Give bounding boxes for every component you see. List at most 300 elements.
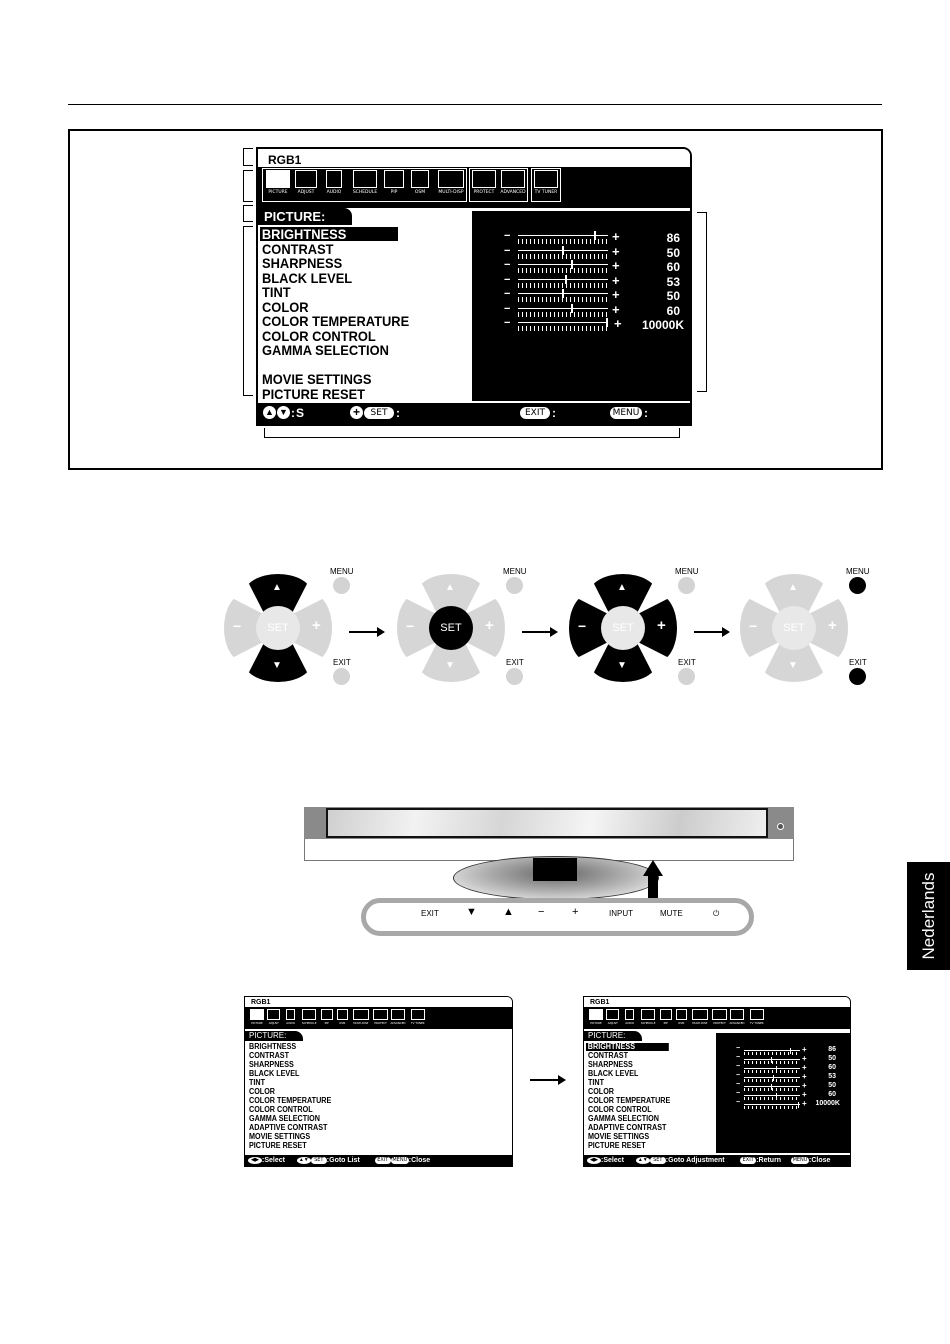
bottom-goto-text: :Goto List [326, 1157, 360, 1164]
multi-display-icon-label: MULTI-DISP [353, 1020, 369, 1025]
speaker-icon-label: AUDIO [286, 1020, 295, 1025]
slider-knob [562, 246, 564, 255]
osm-menu-item[interactable]: BLACK LEVEL [262, 269, 353, 286]
slider-knob [606, 318, 608, 327]
multi-display-icon [353, 1009, 369, 1025]
monitor-screen [326, 808, 768, 838]
monitor-control-label: EXIT [421, 909, 439, 918]
slider-track [518, 322, 608, 323]
plus-icon: + [485, 617, 494, 634]
osm-menu-item[interactable]: CONTRAST [262, 240, 334, 257]
flow-arrow [349, 631, 383, 633]
slider-knob [594, 231, 596, 240]
info-icon [337, 1009, 348, 1025]
slider-value: 10000K [641, 318, 684, 332]
picture-icon-label: PICTURE [590, 1020, 602, 1025]
slider-knob [776, 1093, 777, 1099]
menu-label: MENU [503, 567, 527, 576]
plus-sign: + [612, 301, 620, 317]
osm-menu-item[interactable]: COLOR CONTROL [262, 327, 376, 344]
slider-value: 50 [828, 1082, 836, 1089]
osm-heading: PICTURE: [258, 208, 352, 225]
osm-menu-item[interactable]: SHARPNESS [249, 1060, 294, 1069]
arrow-up-icon: ▲ [445, 582, 455, 593]
osm-source-label: RGB1 [245, 997, 512, 1007]
slider-value: 60 [828, 1064, 836, 1071]
slider-value: 60 [666, 260, 680, 274]
info-icon-label: OSM [414, 190, 426, 195]
bracket-bottom [264, 428, 680, 438]
bottom-goto-text: :Goto Adjustment [665, 1157, 725, 1164]
plus-sign: + [802, 1045, 807, 1054]
slider-ticks [744, 1088, 800, 1091]
exit-label: EXIT [678, 658, 696, 667]
info-icon-glyph [337, 1009, 348, 1020]
arrow-up-icon [643, 860, 663, 876]
slider-knob [790, 1048, 791, 1054]
osm-slider [504, 301, 684, 319]
osm-menu-item[interactable]: BLACK LEVEL [249, 1069, 300, 1078]
slider-value: 10000K [815, 1100, 840, 1107]
adjust-icon-glyph [267, 1009, 280, 1020]
exit-button[interactable] [849, 668, 866, 685]
arrow-down-icon: ▼ [617, 660, 627, 671]
speaker-icon-label: AUDIO [625, 1020, 634, 1025]
schedule-icon [302, 1009, 316, 1025]
select-arrows-icon: ◀▶ [248, 1157, 262, 1164]
tv-icon-label: TV TUNER [411, 1020, 425, 1025]
speaker-icon-glyph [286, 1009, 296, 1020]
minus-sign: − [736, 1063, 741, 1070]
speaker-icon-glyph [625, 1009, 635, 1020]
minus-sign: − [504, 273, 511, 286]
exit-label: EXIT [333, 658, 351, 667]
arrow-down-icon: ▼ [788, 660, 798, 671]
osm-icon-bar [245, 1007, 512, 1029]
osm-slider [736, 1099, 846, 1111]
set-key: SET [364, 407, 394, 419]
minus-sign: − [504, 317, 511, 329]
adjust-icon-label: ADJUST [607, 1020, 618, 1025]
osm-item-list [584, 1043, 714, 1153]
osm-item-list [258, 227, 470, 402]
pip-icon-label: PIP [663, 1020, 668, 1025]
bottom-select-text: S [296, 406, 305, 420]
menu-label: MENU [330, 567, 354, 576]
schedule-icon-glyph [302, 1009, 316, 1020]
arrow-up-icon: ▲ [272, 582, 282, 593]
bottom-select-text: :Select [601, 1157, 624, 1164]
osm-menu-item[interactable]: GAMMA SELECTION [588, 1114, 659, 1123]
minus-sign: − [736, 1081, 741, 1088]
menu-key: MENU [392, 1157, 408, 1163]
osm-menu-item[interactable]: PICTURE RESET [262, 385, 366, 402]
plus-sign: + [802, 1090, 807, 1099]
pro-icon [730, 1009, 744, 1025]
arrow-up-icon: ▲ [788, 582, 798, 593]
osm-source-label: RGB1 [258, 149, 690, 167]
remote-dpad [395, 572, 507, 684]
shield-icon-label: PROTECT [374, 1020, 387, 1025]
osm-menu-item[interactable]: CONTRAST [588, 1051, 629, 1060]
exit-label: EXIT [849, 658, 867, 667]
language-tab [907, 862, 950, 970]
menu-label: MENU [846, 567, 870, 576]
slider-value: 50 [666, 245, 680, 260]
plus-sign: + [612, 243, 620, 259]
plus-sign: + [612, 287, 620, 302]
exit-key: EXIT [740, 1157, 756, 1164]
slider-ticks [518, 283, 608, 288]
plus-sign: + [802, 1081, 807, 1090]
multi-display-icon-label: MULTI-DISP [692, 1020, 708, 1025]
select-arrows-icon: ◀▶ [587, 1157, 601, 1164]
osm-bottom-bar [584, 1155, 850, 1166]
multi-display-icon-label: MULTI-DISP [438, 190, 464, 195]
osm-menu-item[interactable]: MOVIE SETTINGS [588, 1132, 650, 1141]
remote-dpad [567, 572, 679, 684]
monitor-control-label: − [538, 906, 545, 918]
osm-slider [504, 243, 684, 261]
speaker-icon-label: AUDIO [326, 190, 342, 195]
plus-sign: + [612, 272, 620, 288]
plus-sign: + [614, 316, 622, 331]
slider-knob [771, 1084, 772, 1090]
bracket-adjust [697, 212, 707, 392]
osm-small-left [244, 996, 513, 1167]
osm-menu-item[interactable]: CONTRAST [249, 1051, 290, 1060]
schedule-icon-label: SCHEDULE [640, 1020, 656, 1025]
power-led-icon [777, 823, 784, 830]
list-arrows-icon: ▲▼ [636, 1157, 650, 1164]
adjust-icon [267, 1009, 280, 1025]
tv-icon-label: TV TUNER [750, 1020, 764, 1025]
slider-value: 53 [666, 274, 680, 289]
schedule-icon-label: SCHEDULE [301, 1020, 317, 1025]
shield-icon-label: PROTECT [473, 190, 495, 195]
top-rule [68, 104, 882, 105]
slider-knob [562, 289, 564, 298]
osm-menu-item[interactable]: MOVIE SETTINGS [262, 371, 372, 387]
slider-value: 50 [666, 289, 680, 303]
slider-value: 50 [828, 1055, 836, 1062]
osm-heading: PICTURE: [584, 1031, 642, 1041]
arrow-down-icon: ▼ [272, 660, 282, 671]
menu-button[interactable] [506, 577, 523, 594]
osm-menu-item[interactable]: PICTURE RESET [249, 1141, 307, 1150]
shield-icon [373, 1009, 387, 1025]
osm-slider [504, 258, 684, 275]
set-key: SET [650, 1157, 666, 1164]
monitor-control-label: + [572, 906, 579, 918]
minus-icon: − [749, 618, 758, 634]
osm-menu-item[interactable]: COLOR [588, 1087, 615, 1096]
adjust-icon [606, 1009, 619, 1025]
multi-display-icon [692, 1009, 708, 1025]
osm-menu-item[interactable]: ADAPTIVE CONTRAST [249, 1123, 328, 1132]
slider-value: 86 [666, 231, 680, 245]
multi-display-icon-glyph [692, 1009, 708, 1020]
slider-knob [565, 275, 567, 284]
menu-key: MENU [610, 407, 642, 419]
pip-icon-glyph [321, 1009, 333, 1020]
adjust-icon-label: ADJUST [297, 190, 315, 195]
monitor-control-label: ▲ [503, 906, 514, 918]
exit-button[interactable] [678, 668, 695, 685]
minus-sign: − [504, 259, 511, 271]
icon-group-frame [262, 168, 467, 202]
osm-menu-item[interactable]: MOVIE SETTINGS [249, 1132, 311, 1141]
info-icon-label: OSM [339, 1020, 346, 1025]
monitor-control-label: ⏻ [713, 909, 720, 918]
info-icon-glyph [676, 1009, 687, 1020]
osm-menu-item[interactable]: TINT [262, 284, 291, 300]
osm-menu-item[interactable]: COLOR [262, 298, 309, 315]
bottom-close-text: :Close [809, 1157, 831, 1164]
bracket-icons [243, 170, 253, 202]
plus-sign: + [802, 1054, 807, 1063]
slider-knob [798, 1102, 799, 1108]
pip-icon-label: PIP [324, 1020, 329, 1025]
osm-slider [504, 272, 684, 290]
tv-icon-glyph [750, 1009, 764, 1020]
slider-value: 60 [828, 1091, 836, 1098]
minus-icon: − [406, 618, 415, 634]
set-button[interactable]: SET [429, 606, 473, 650]
menu-key: MENU [792, 1157, 808, 1163]
speaker-icon [625, 1009, 635, 1025]
osm-slider [504, 316, 684, 333]
slider-ticks [744, 1061, 800, 1064]
slider-ticks [518, 268, 608, 273]
slider-track [744, 1095, 800, 1096]
minus-sign: − [736, 1090, 741, 1097]
plus-icon: + [828, 617, 837, 634]
minus-icon: − [233, 618, 242, 634]
shield-icon-label: PROTECT [713, 1020, 726, 1025]
osm-menu-item[interactable]: COLOR TEMPERATURE [588, 1096, 671, 1105]
bottom-return-text: :Return [756, 1157, 782, 1164]
slider-value: 53 [828, 1073, 836, 1080]
pro-icon-glyph [391, 1009, 405, 1020]
slider-ticks [744, 1052, 800, 1055]
monitor-neck [533, 858, 577, 881]
slider-track [518, 308, 608, 309]
slider-ticks [744, 1070, 800, 1073]
list-arrows-icon: ▲▼ [297, 1157, 311, 1164]
picture-icon-label: PICTURE [268, 190, 288, 195]
plus-sign: + [802, 1072, 807, 1081]
slider-track [744, 1068, 800, 1069]
osm-small-right [583, 996, 851, 1167]
bracket-items [243, 226, 253, 396]
down-icon: ▼ [277, 406, 290, 419]
slider-value: 86 [828, 1046, 836, 1053]
monitor-control-label: INPUT [609, 909, 633, 918]
slider-track [744, 1059, 800, 1060]
tv-icon-label: TV TUNER [534, 190, 558, 195]
icon-group-frame [531, 168, 561, 202]
picture-icon [250, 1009, 264, 1025]
monitor-control-strip [361, 898, 754, 936]
plus-icon: + [350, 406, 363, 419]
bracket-source [243, 148, 253, 166]
shield-icon-glyph [373, 1009, 387, 1020]
plus-sign: + [612, 258, 620, 273]
pro-icon-label: ADVANCED [729, 1020, 745, 1025]
slider-track [744, 1086, 800, 1087]
osm-menu-item[interactable]: BRIGHTNESS [249, 1042, 297, 1051]
picture-icon [589, 1009, 603, 1025]
adjust-icon-label: ADJUST [268, 1020, 279, 1025]
menu-button[interactable] [333, 577, 350, 594]
tv-icon-glyph [411, 1009, 425, 1020]
slider-track [518, 264, 608, 265]
plus-sign: + [612, 229, 620, 244]
exit-button[interactable] [506, 668, 523, 685]
pip-icon [660, 1009, 672, 1025]
arrow-up-icon: ▲ [617, 582, 627, 593]
osm-item-list [245, 1043, 375, 1153]
osm-bottom-bar: ▲ ▼ : S + SET : EXIT : MENU : [258, 403, 690, 424]
osm-menu-item[interactable]: COLOR CONTROL [249, 1105, 313, 1114]
pip-icon-label: PIP [390, 190, 398, 195]
osm-heading: PICTURE: [245, 1031, 303, 1041]
monitor-control-label: MUTE [660, 909, 683, 918]
menu-label: MENU [675, 567, 699, 576]
osm-source-label: RGB1 [584, 997, 850, 1007]
pro-icon-label: ADVANCED [390, 1020, 406, 1025]
minus-sign: − [504, 302, 511, 315]
slider-track [744, 1050, 800, 1051]
minus-sign: − [736, 1054, 741, 1061]
osm-menu-item[interactable]: TINT [249, 1078, 266, 1087]
speaker-icon [286, 1009, 296, 1025]
remote-dpad [738, 572, 850, 684]
bottom-close-text: :Close [408, 1157, 431, 1164]
minus-sign: − [736, 1099, 741, 1106]
info-icon [676, 1009, 687, 1025]
slider-knob [571, 260, 573, 269]
remote-dpad [222, 572, 334, 684]
pip-icon [321, 1009, 333, 1025]
osm-menu-item[interactable]: BRIGHTNESS [586, 1043, 669, 1051]
pip-icon-glyph [660, 1009, 672, 1020]
osm-menu-item[interactable]: COLOR CONTROL [588, 1105, 652, 1114]
osm-menu-item[interactable]: COLOR TEMPERATURE [249, 1096, 332, 1105]
picture-icon-label: PICTURE [251, 1020, 263, 1025]
plus-icon: + [312, 617, 321, 634]
slider-value: 60 [666, 303, 680, 318]
exit-label: EXIT [506, 658, 524, 667]
osm-bottom-bar [245, 1155, 512, 1166]
osm-menu-item[interactable]: GAMMA SELECTION [249, 1114, 320, 1123]
shield-icon [712, 1009, 726, 1025]
osm-menu-item[interactable]: COLOR TEMPERATURE [262, 313, 410, 329]
osm-menu-item[interactable]: SHARPNESS [588, 1060, 633, 1069]
osm-slider [504, 229, 684, 246]
pro-icon-label: ADVANCED [500, 190, 526, 195]
exit-button[interactable] [333, 668, 350, 685]
icon-group-frame [469, 168, 528, 202]
osm-slider [504, 287, 684, 304]
monitor-control-label: ▼ [466, 906, 477, 918]
slider-track [518, 279, 608, 280]
pro-icon [391, 1009, 405, 1025]
osm-menu-item[interactable]: PICTURE RESET [588, 1141, 646, 1150]
slider-knob [771, 1057, 772, 1063]
info-icon-label: OSM [678, 1020, 685, 1025]
osm-menu-item[interactable]: GAMMA SELECTION [262, 342, 389, 358]
osm-icon-bar [584, 1007, 850, 1029]
osm-menu-item[interactable]: BLACK LEVEL [588, 1069, 639, 1078]
plus-sign: + [802, 1063, 807, 1072]
tv-icon [750, 1009, 764, 1025]
plus-sign: + [802, 1099, 807, 1108]
shield-icon-glyph [712, 1009, 726, 1020]
osm-menu-item[interactable]: TINT [588, 1078, 605, 1087]
slider-knob [773, 1075, 774, 1081]
minus-sign: − [504, 288, 511, 300]
menu-button[interactable] [849, 577, 866, 594]
minus-sign: − [736, 1045, 741, 1052]
up-icon: ▲ [263, 406, 276, 419]
minus-sign: − [736, 1072, 741, 1079]
osm-menu-item[interactable]: BRIGHTNESS [260, 227, 398, 241]
pro-icon-glyph [730, 1009, 744, 1020]
set-key: SET [311, 1157, 327, 1164]
language-tab-label: Nederlands [918, 872, 938, 960]
plus-icon: + [657, 617, 666, 634]
arrow-down-icon: ▼ [445, 660, 455, 671]
slider-track [744, 1104, 800, 1105]
flow-arrow [530, 1079, 564, 1081]
osm-menu-item[interactable]: ADAPTIVE CONTRAST [588, 1123, 667, 1132]
picture-icon-glyph [250, 1009, 264, 1020]
osm-menu-item[interactable]: COLOR [249, 1087, 276, 1096]
picture-icon-glyph [589, 1009, 603, 1020]
exit-key: EXIT [520, 407, 550, 419]
bottom-select-text: :Select [262, 1157, 285, 1164]
set-button[interactable]: SET [256, 606, 300, 650]
schedule-icon [641, 1009, 655, 1025]
minus-sign: − [504, 230, 511, 242]
minus-icon: − [578, 618, 587, 634]
adjust-icon-glyph [606, 1009, 619, 1020]
osm-menu-item[interactable]: SHARPNESS [262, 255, 343, 271]
flow-arrow [694, 631, 728, 633]
tv-icon [411, 1009, 425, 1025]
set-button[interactable]: SET [772, 606, 816, 650]
slider-knob [571, 304, 573, 313]
bracket-heading [243, 205, 253, 222]
minus-sign: − [504, 244, 511, 257]
schedule-icon-glyph [641, 1009, 655, 1020]
slider-ticks [744, 1097, 800, 1100]
slider-ticks [744, 1106, 800, 1109]
set-button[interactable]: SET [601, 606, 645, 650]
slider-knob [776, 1066, 777, 1072]
multi-display-icon-glyph [353, 1009, 369, 1020]
slider-ticks [518, 326, 608, 331]
menu-button[interactable] [678, 577, 695, 594]
slider-ticks [518, 312, 608, 317]
osm-main-menu [256, 147, 692, 426]
exit-key: EXIT [375, 1157, 391, 1164]
osm-icon-bar [258, 167, 690, 205]
schedule-icon-label: SCHEDULE [352, 190, 378, 195]
flow-arrow [522, 631, 556, 633]
